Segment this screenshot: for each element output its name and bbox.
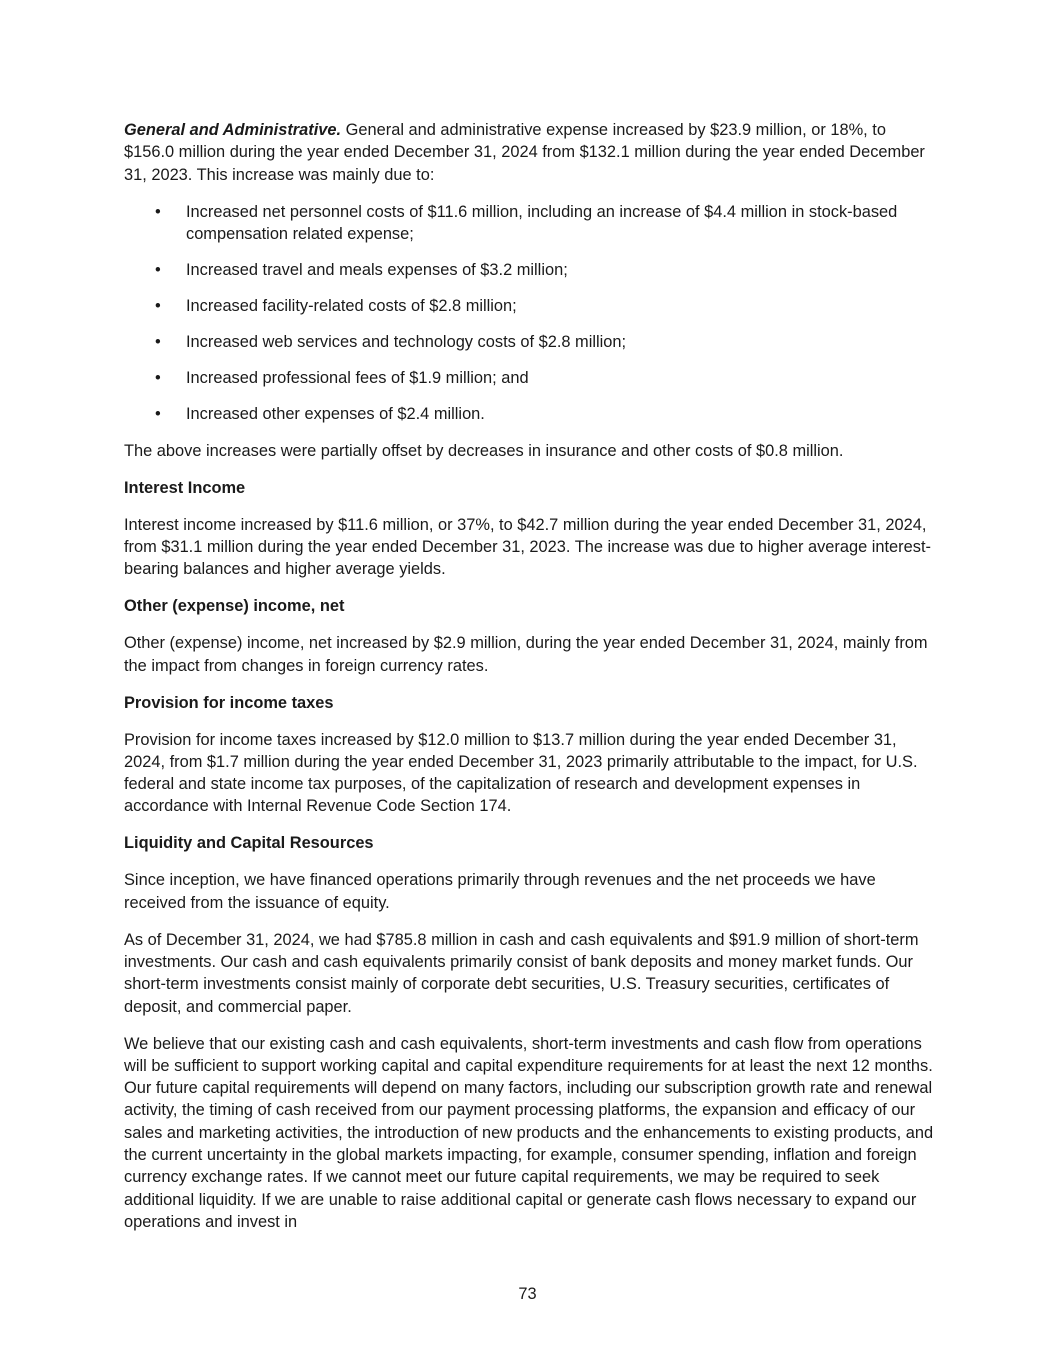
list-item-text: Increased web services and technology costs of $2.8 million; <box>186 332 627 351</box>
bullet-icon: • <box>155 368 161 387</box>
liquidity-heading: Liquidity and Capital Resources <box>124 834 374 853</box>
ga-offset-paragraph: The above increases were partially offset by decreases in insurance and other costs of $0.8 million. <box>124 441 844 460</box>
bullet-icon: • <box>155 260 161 279</box>
liquidity-paragraph: Since inception, we have financed operations primarily through revenues and the net proceeds we have received from the issuance of equity. <box>124 871 876 912</box>
interest-income-paragraph: Interest income increased by $11.6 million, or 37%, to $42.7 million during the year ended December 31, 2024, from $31.1 million during the year ended December 31, 2023. The increase was due to higher average interest-bearing balances and higher average yields. <box>124 515 931 579</box>
ga-text: General and administrative expense increased by $23.9 million, or 18%, to $156.0 million during the year ended December 31, 2024 from $132.1 million during the year ended December 31, 2023. This increase was mainly due to: <box>124 121 925 184</box>
interest-income-heading: Interest Income <box>124 478 246 497</box>
bullet-icon: • <box>155 332 161 351</box>
list-item-text: Increased professional fees of $1.9 million; and <box>186 368 529 387</box>
list-item-text: Increased other expenses of $2.4 million. <box>186 404 485 423</box>
list-item-text: Increased facility-related costs of $2.8 million; <box>186 296 517 315</box>
list-item <box>124 331 934 353</box>
document-body <box>124 119 934 1248</box>
bullet-icon: • <box>155 202 161 221</box>
list-item <box>124 201 934 246</box>
ga-title: General and Administrative. <box>124 121 342 139</box>
other-income-heading: Other (expense) income, net <box>124 597 345 616</box>
liquidity-paragraph: As of December 31, 2024, we had $785.8 million in cash and cash equivalents and $91.9 million of short-term investments. Our cash and cash equivalents primarily consist of bank deposits and money market funds. Our short-term investments consist mainly of corporate debt securities, U.S. Treasury securities, certificates of deposit, and commercial paper. <box>124 930 919 1016</box>
list-item <box>124 403 934 425</box>
ga-bullet-list <box>124 201 934 426</box>
list-item <box>124 259 934 281</box>
income-taxes-paragraph: Provision for income taxes increased by $12.0 million to $13.7 million during the year ended December 31, 2024, from $1.7 million during the year ended December 31, 2023 primarily attributable to the impact, for U.S. federal and state income tax purposes, of the capitalization of research and development expenses in accordance with Internal Revenue Code Section 174. <box>124 730 918 816</box>
page-number: 73 <box>518 1285 537 1303</box>
list-item-text: Increased travel and meals expenses of $3.2 million; <box>186 260 568 279</box>
list-item <box>124 295 934 317</box>
list-item-text: Increased net personnel costs of $11.6 million, including an increase of $4.4 million in stock-based compensation related expense; <box>186 202 898 243</box>
list-item <box>124 367 934 389</box>
bullet-icon: • <box>155 404 161 423</box>
other-income-paragraph: Other (expense) income, net increased by $2.9 million, during the year ended December 31, 2024, mainly from the impact from changes in foreign currency rates. <box>124 634 928 675</box>
ga-paragraph <box>124 119 934 186</box>
liquidity-paragraph: We believe that our existing cash and cash equivalents, short-term investments and cash flow from operations will be sufficient to support working capital and capital expenditure requirements for at least the next 12 months. Our future capital requirements will depend on many factors, including our subscription growth rate and renewal activity, the timing of cash received from our payment processing platforms, the expansion and efficacy of our sales and marketing activities, the introduction of new products and the enhancements to existing products, and the current uncertainty in the global markets impacting, for example, consumer spending, inflation and foreign currency exchange rates. If we cannot meet our future capital requirements, we may be required to seek additional liquidity. If we are unable to raise additional capital or generate cash flows necessary to expand our operations and invest in <box>124 1034 934 1231</box>
bullet-icon: • <box>155 296 161 315</box>
income-taxes-heading: Provision for income taxes <box>124 693 334 712</box>
